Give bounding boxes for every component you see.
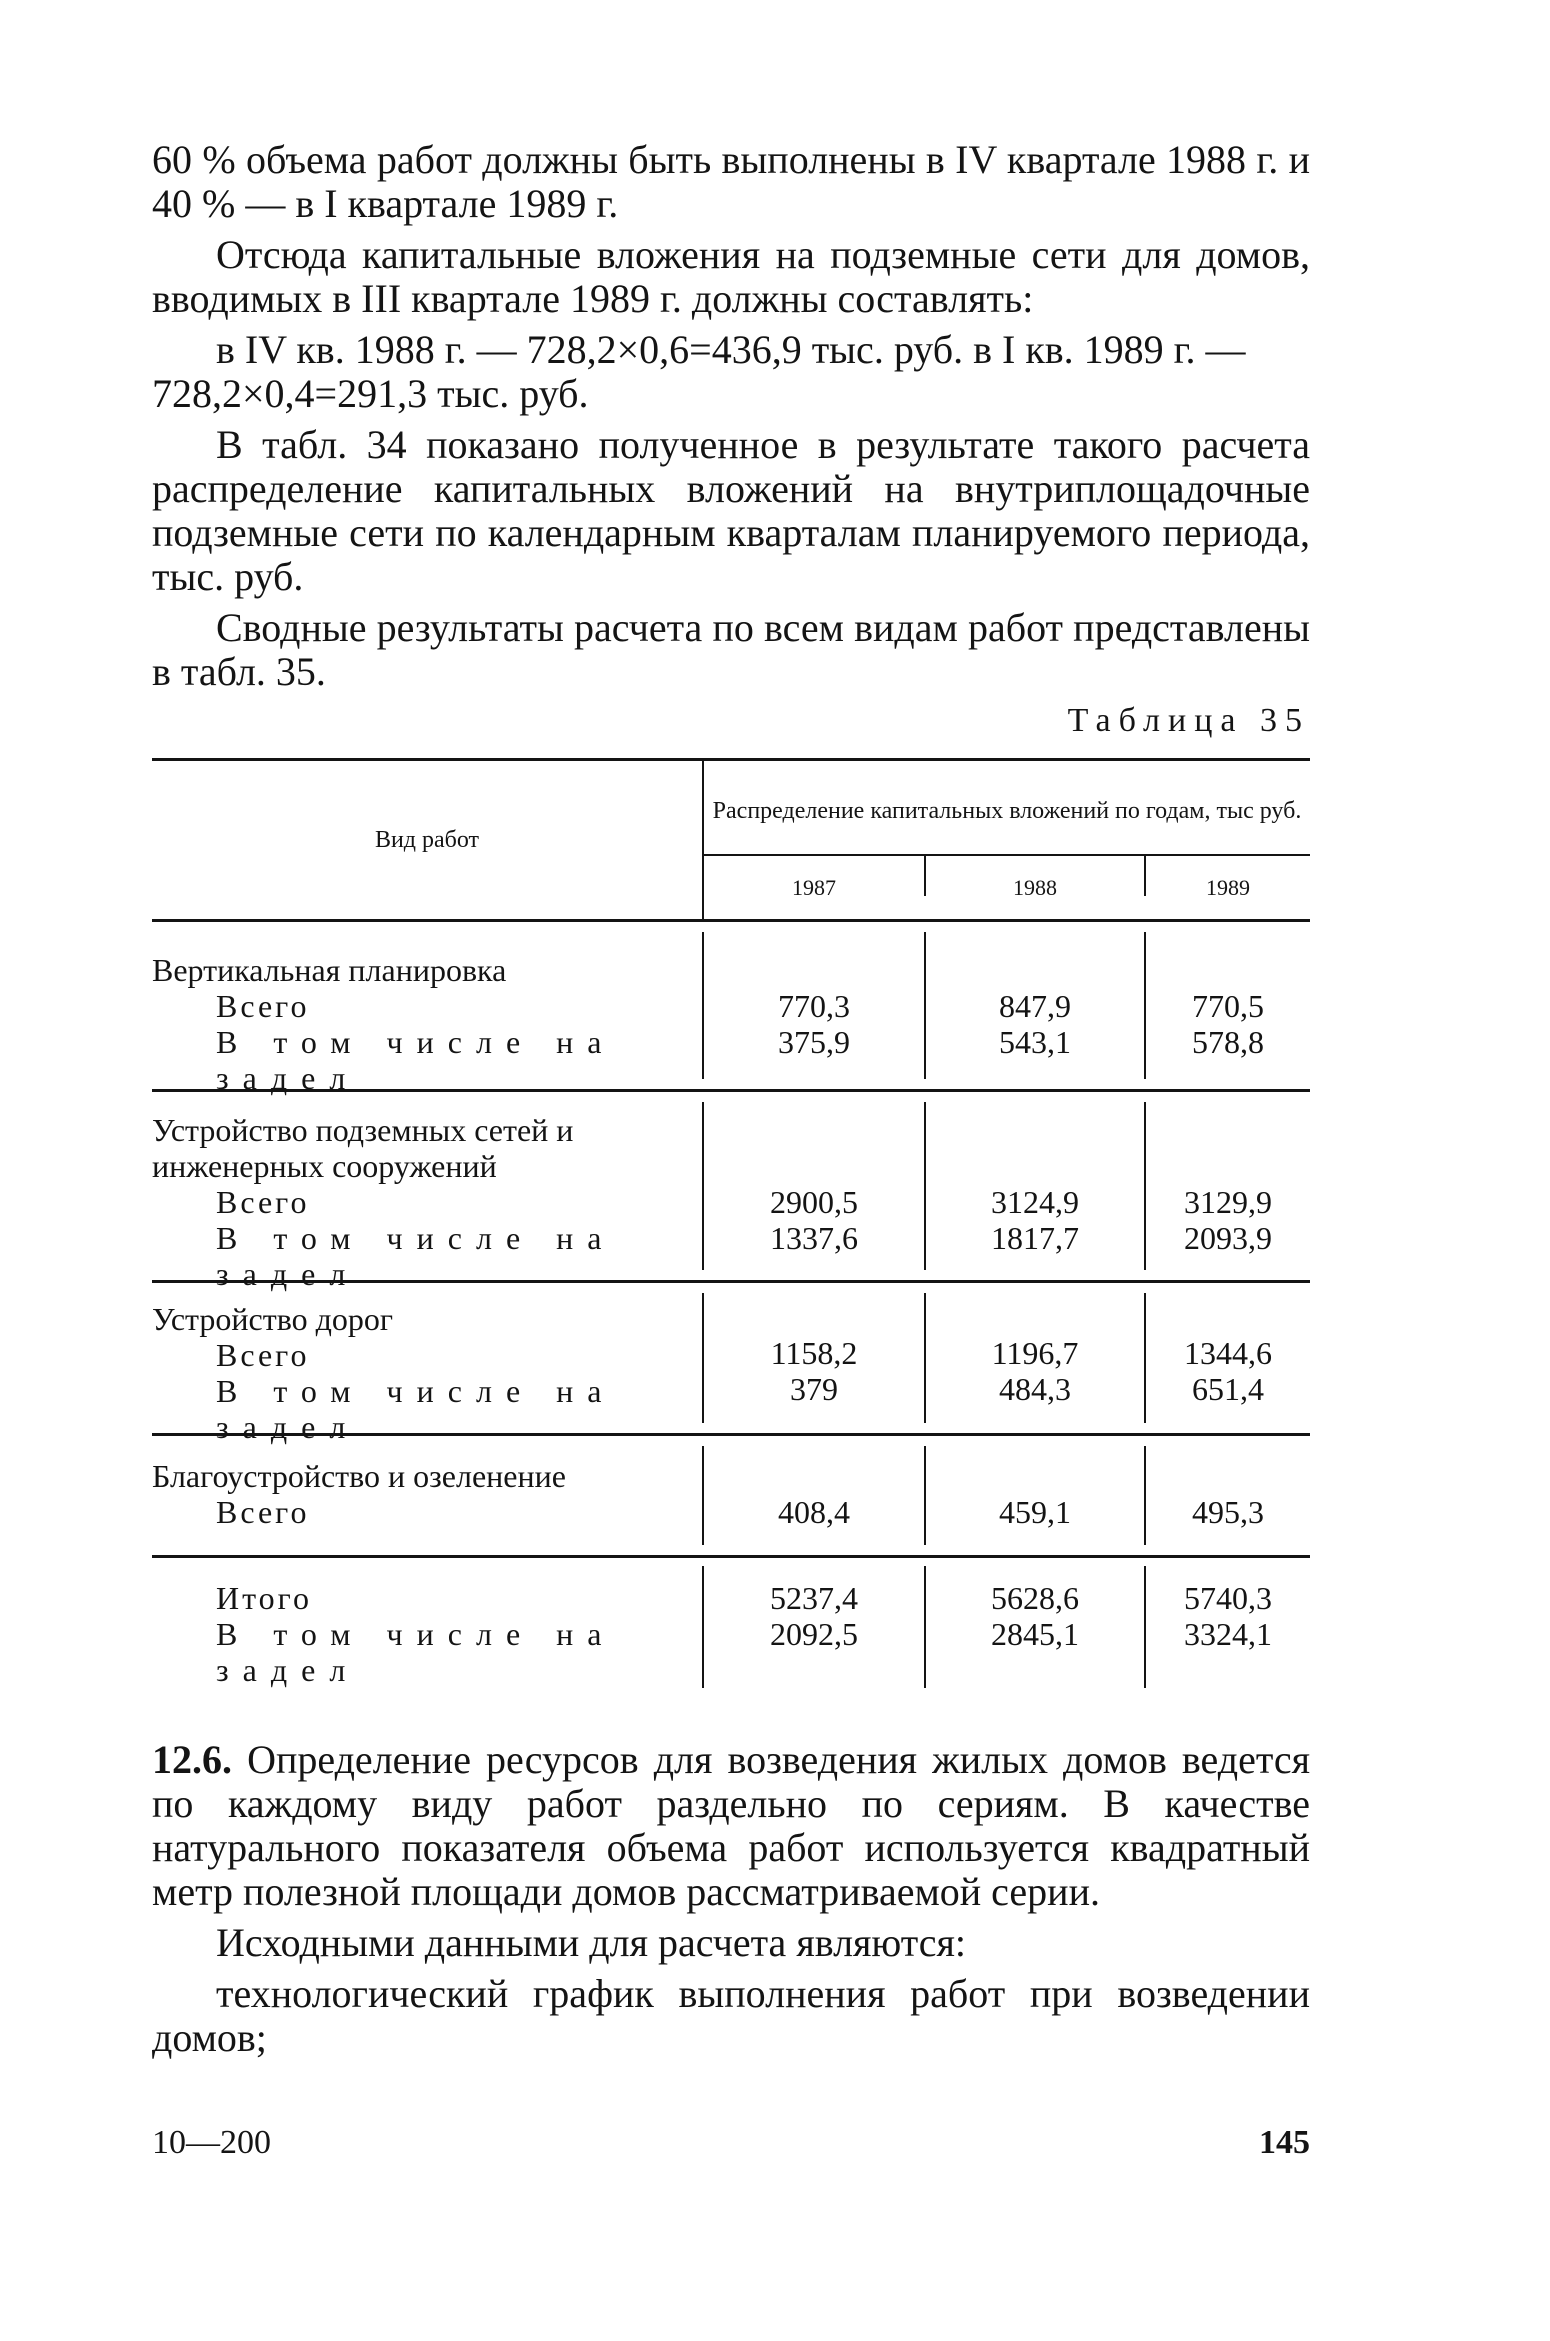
value-1989-reserve: 651,4 xyxy=(1192,1371,1264,1407)
section-text: Определение ресурсов для возведения жилых домов ведется по каждому виду работ раздельно по сериям. В качестве натурального показателя объема работ используется квадратный метр полезной площади домов рассматриваемой серии. xyxy=(152,1737,1311,1914)
value-1989-reserve: 2093,9 xyxy=(1184,1220,1272,1256)
value-1989-total: 770,5 xyxy=(1192,988,1264,1024)
value-1988-total: 847,9 xyxy=(999,988,1071,1024)
table-header xyxy=(152,761,1310,922)
spacer xyxy=(152,1688,1310,1738)
value-1988-reserve: 484,3 xyxy=(999,1371,1071,1407)
header-work-type: Вид работ xyxy=(374,826,480,853)
value-1988-reserve: 1817,7 xyxy=(991,1220,1079,1256)
section-number: 12.6. xyxy=(152,1737,232,1782)
row-total-label: Итого xyxy=(216,1580,312,1616)
table-row xyxy=(152,922,1310,1096)
value-1989-reserve: 3324,1 xyxy=(1184,1616,1272,1652)
paragraph-4: Сводные результаты расчета по всем видам работ представлены в табл. 35. xyxy=(152,605,1310,694)
value-1989-total: 5740,3 xyxy=(1184,1580,1272,1616)
row-reserve-label: В том числе на задел xyxy=(216,1220,616,1292)
page-number: 145 xyxy=(1259,2124,1310,2161)
row-work-label xyxy=(152,1301,702,1445)
value-1987-total: 1158,2 xyxy=(770,1335,858,1371)
header-year-1987: 1987 xyxy=(792,874,836,900)
value-1987-total: 408,4 xyxy=(778,1494,850,1530)
paragraph-2: Отсюда капитальные вложения на подземные сети для домов, вводимых в III квартале 1989 г. должны составлять: xyxy=(152,232,1310,321)
value-1987-total: 5237,4 xyxy=(770,1580,858,1616)
value-1988-total: 3124,9 xyxy=(991,1184,1079,1220)
row-title: Благоустройство и озеленение xyxy=(152,1458,566,1494)
row-title: Устройство подземных сетей и инженерных сооружений xyxy=(152,1112,574,1184)
value-1987-reserve: 1337,6 xyxy=(770,1220,858,1256)
value-1987-reserve: 375,9 xyxy=(778,1024,850,1060)
row-total-label: Всего xyxy=(216,988,310,1024)
value-1989-total: 3129,9 xyxy=(1184,1184,1272,1220)
row-title: Вертикальная планировка xyxy=(152,952,507,988)
value-1987-total: 770,3 xyxy=(778,988,850,1024)
paragraph-6: технологический график выполнения работ при возведении домов; xyxy=(152,1971,1310,2060)
value-1988-reserve: 543,1 xyxy=(999,1024,1071,1060)
row-work-label xyxy=(152,1112,702,1292)
value-1987-reserve: 2092,5 xyxy=(770,1616,858,1652)
table-caption: Таблица 35 xyxy=(1067,702,1310,739)
row-work-label xyxy=(152,1580,702,1688)
table-row xyxy=(152,1283,1310,1445)
row-work-label xyxy=(152,1458,702,1530)
value-1989-total: 1344,6 xyxy=(1184,1335,1272,1371)
table-row-totals xyxy=(152,1558,1310,1688)
header-year-1989: 1989 xyxy=(1206,874,1250,900)
paragraph-3: В табл. 34 показано полученное в результате такого расчета распределение капитальных вложений на внутриплощадочные подземные сети по календарным кварталам планируемого периода, тыс. руб. xyxy=(152,422,1310,599)
printer-signature: 10—200 xyxy=(152,2124,271,2161)
header-year-1988: 1988 xyxy=(1013,874,1057,900)
table-row xyxy=(152,1092,1310,1292)
header-investment-distribution: Распределение капитальных вложений по годам, тыс руб. xyxy=(704,761,1310,856)
row-title: Устройство дорог xyxy=(152,1301,393,1337)
paragraph-5: Исходными данными для расчета являются: xyxy=(216,1920,967,1965)
row-reserve-label: В том числе на задел xyxy=(216,1616,616,1688)
section-12-6 xyxy=(152,1738,1310,1914)
value-1989-total: 495,3 xyxy=(1192,1494,1264,1530)
row-reserve-label: В том числе на задел xyxy=(216,1024,616,1096)
table-row xyxy=(152,1436,1310,1558)
value-1987-total: 2900,5 xyxy=(770,1184,858,1220)
value-1989-reserve: 578,8 xyxy=(1192,1024,1264,1060)
row-work-label xyxy=(152,952,702,1096)
paragraph-calculation: в IV кв. 1988 г. — 728,2×0,6=436,9 тыс. руб. в I кв. 1989 г. — 728,2×0,4=291,3 тыс. руб. xyxy=(152,327,1246,416)
value-1988-total: 459,1 xyxy=(999,1494,1071,1530)
value-1988-total: 5628,6 xyxy=(991,1580,1079,1616)
row-total-label: Всего xyxy=(216,1337,310,1373)
table-35 xyxy=(152,758,1310,1688)
value-1988-reserve: 2845,1 xyxy=(991,1616,1079,1652)
row-total-label: Всего xyxy=(216,1494,310,1530)
row-reserve-label: В том числе на задел xyxy=(216,1373,616,1445)
row-total-label: Всего xyxy=(216,1184,310,1220)
value-1988-total: 1196,7 xyxy=(991,1335,1079,1371)
page-content xyxy=(152,138,1310,2067)
paragraph-1: 60 % объема работ должны быть выполнены в IV квартале 1988 г. и 40 % — в I квартале 1989 г. xyxy=(152,137,1310,226)
value-1987-reserve: 379 xyxy=(790,1371,838,1407)
